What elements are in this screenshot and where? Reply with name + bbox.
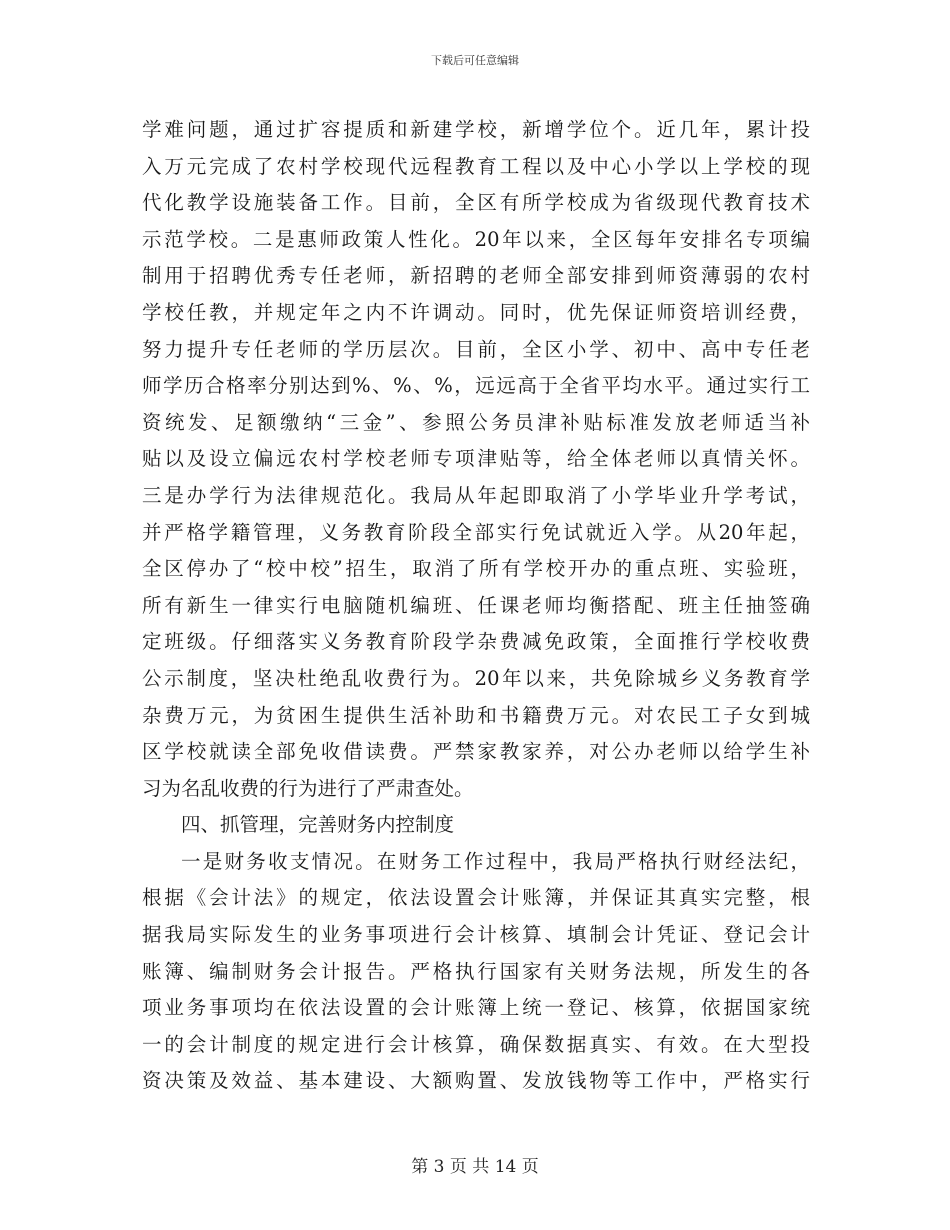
text-line (142, 954, 810, 991)
text-line-content: 全区停办了“校中校”招生，取消了所有学校开办的重点班、实验班， (142, 557, 810, 581)
text-line-content: 公示制度，坚决杜绝乱收费行为。20年以来，共免除城乡义务教育学 (142, 666, 810, 690)
text-line-content: 入万元完成了农村学校现代远程教育工程以及中心小学以上学校的现 (142, 154, 810, 178)
text-line (142, 478, 810, 515)
text-line (142, 807, 810, 844)
page-header: 下载后可任意编辑 (431, 54, 519, 67)
text-line (142, 112, 810, 149)
text-line (142, 588, 810, 625)
text-line-content: 资统发、足额缴纳“三金”、参照公务员津补贴标准发放老师适当补 (142, 410, 810, 434)
text-line-content: 示范学校。二是惠师政策人性化。20年以来，全区每年安排名专项编 (142, 227, 810, 251)
text-line-content: 并严格学籍管理，义务教育阶段全部实行免试就近入学。从20年起， (142, 520, 810, 544)
text-line-content: 制用于招聘优秀专任老师，新招聘的老师全部安排到师资薄弱的农村 (142, 264, 810, 288)
text-line (142, 368, 810, 405)
text-line (142, 661, 810, 698)
text-line (142, 1063, 810, 1100)
document-body (142, 112, 810, 1100)
text-line-content: 账簿、编制财务会计报告。严格执行国家有关财务法规，所发生的各 (142, 959, 810, 983)
text-line (142, 185, 810, 222)
text-line-content: 一的会计制度的规定进行会计核算，确保数据真实、有效。在大型投 (142, 1032, 810, 1056)
text-line (142, 734, 810, 771)
text-line (142, 624, 810, 661)
text-line-content: 努力提升专任老师的学历层次。目前，全区小学、初中、高中专任老 (142, 337, 810, 361)
page-footer: 第 3 页 共 14 页 (411, 1157, 539, 1177)
text-line (142, 917, 810, 954)
text-line (142, 258, 810, 295)
text-line-content: 师学历合格率分别达到%、%、%，远远高于全省平均水平。通过实行工 (142, 374, 810, 398)
text-line (142, 441, 810, 478)
text-line (142, 222, 810, 259)
text-line-content: 项业务事项均在依法设置的会计账簿上统一登记、核算，依据国家统 (142, 996, 810, 1020)
text-line (142, 771, 810, 808)
text-line-content: 四、抓管理，完善财务内控制度 (181, 813, 455, 837)
text-line-content: 学校任教，并规定年之内不许调动。同时，优先保证师资培训经费， (142, 300, 810, 324)
text-line-content: 学难问题，通过扩容提质和新建学校，新增学位个。近几年，累计投 (142, 118, 810, 141)
text-line-content: 据我局实际发生的业务事项进行会计核算、填制会计凭证、登记会计 (142, 923, 810, 947)
text-line (142, 844, 810, 881)
text-line-content: 资决策及效益、基本建设、大额购置、发放钱物等工作中，严格实行 (142, 1069, 810, 1093)
text-line (142, 880, 810, 917)
text-line (142, 295, 810, 332)
text-line-content: 三是办学行为法律规范化。我局从年起即取消了小学毕业升学考试， (142, 483, 810, 507)
text-line (142, 551, 810, 588)
text-line (142, 405, 810, 442)
text-line-content: 杂费万元，为贫困生提供生活补助和书籍费万元。对农民工子女到城 (142, 703, 810, 727)
text-line (142, 990, 810, 1027)
text-line (142, 515, 810, 552)
text-line-content: 定班级。仔细落实义务教育阶段学杂费减免政策，全面推行学校收费 (142, 630, 810, 654)
text-line (142, 698, 810, 735)
text-line-content: 代化教学设施装备工作。目前，全区有所学校成为省级现代教育技术 (142, 191, 810, 215)
text-line-content: 习为名乱收费的行为进行了严肃查处。 (142, 776, 474, 800)
text-line-content: 一是财务收支情况。在财务工作过程中，我局严格执行财经法纪， (181, 849, 810, 873)
text-line (142, 1027, 810, 1064)
text-line-content: 区学校就读全部免收借读费。严禁家教家养，对公办老师以给学生补 (142, 740, 810, 764)
text-line-content: 贴以及设立偏远农村学校老师专项津贴等，给全体老师以真情关怀。 (142, 447, 810, 471)
text-line-content: 所有新生一律实行电脑随机编班、任课老师均衡搭配、班主任抽签确 (142, 593, 810, 617)
text-line (142, 149, 810, 186)
text-line-content: 根据《会计法》的规定，依法设置会计账簿，并保证其真实完整，根 (142, 886, 810, 910)
text-line (142, 332, 810, 369)
